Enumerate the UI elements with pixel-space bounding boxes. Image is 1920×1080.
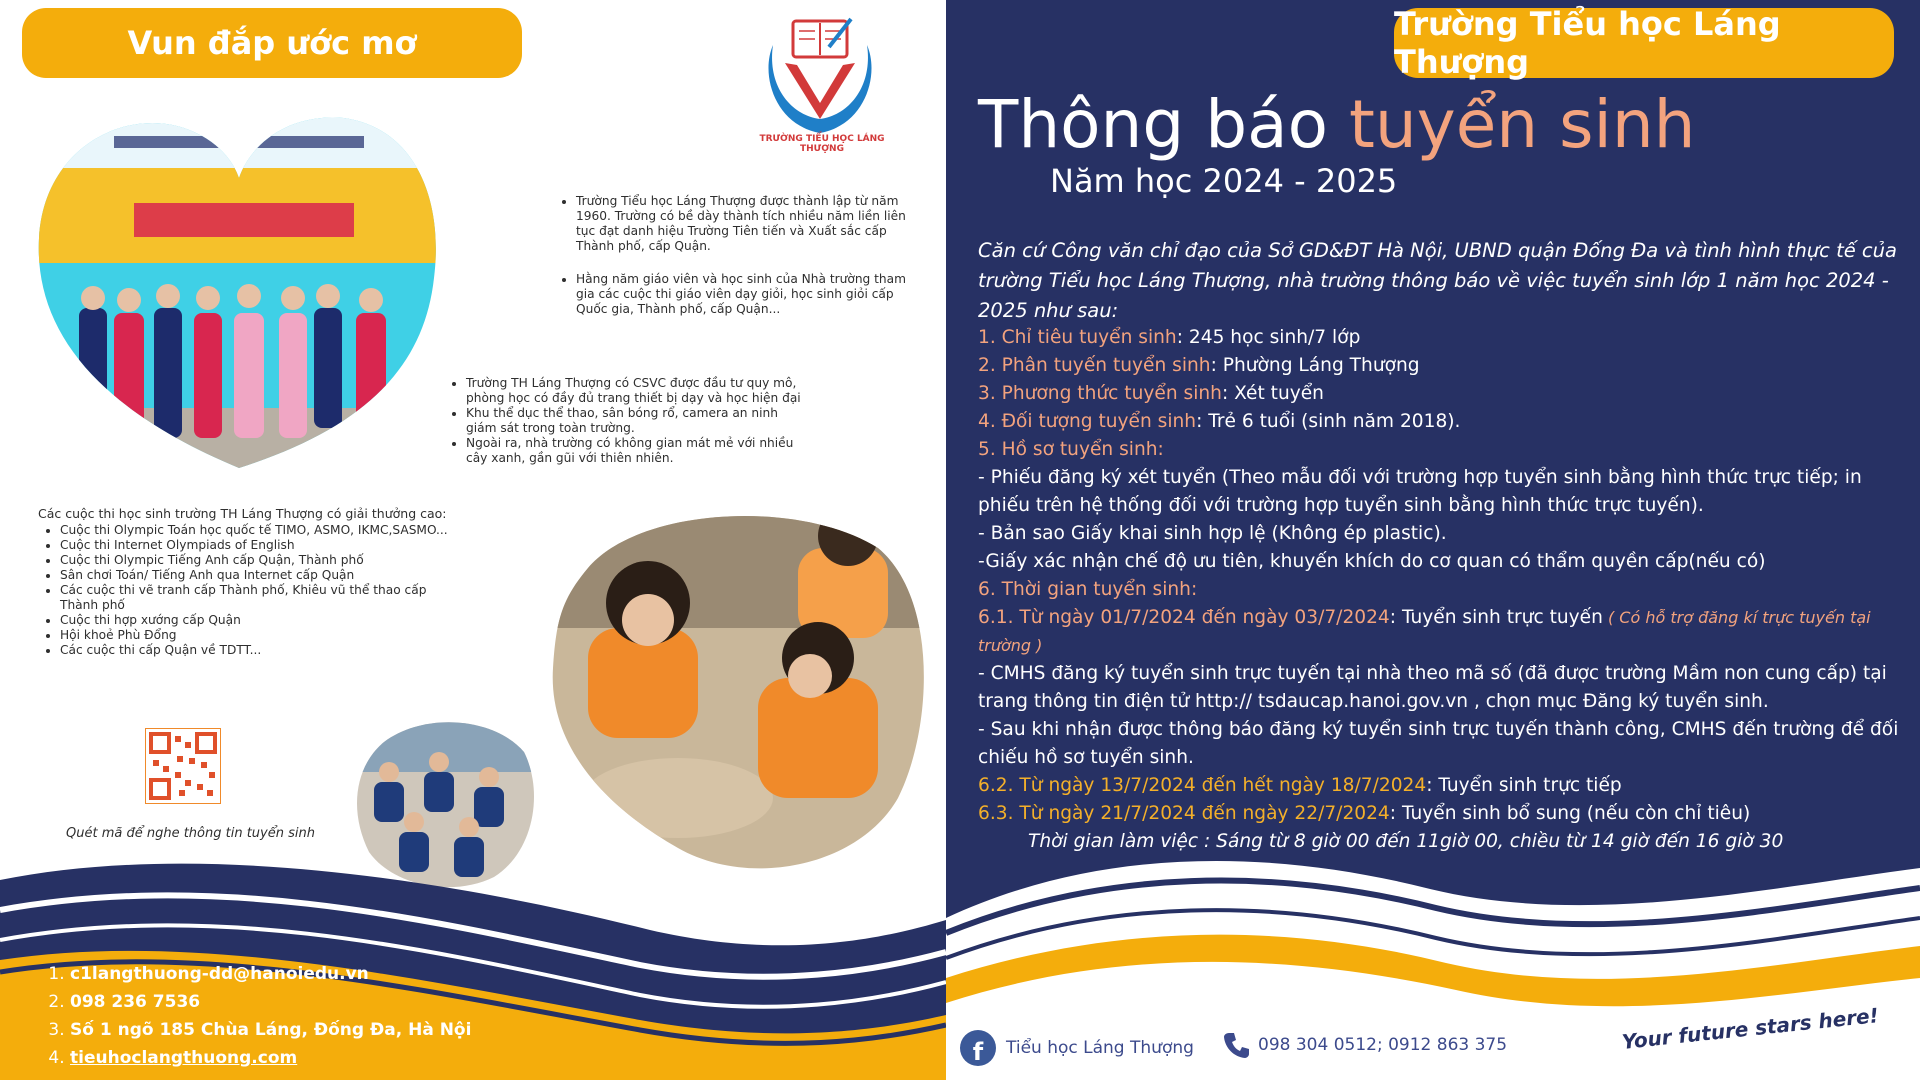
item-value: : 245 học sinh/7 lớp <box>1176 327 1361 348</box>
school-name-banner: Trường Tiểu học Láng Thượng <box>1394 8 1894 78</box>
item-schedule-heading <box>978 576 1908 604</box>
brochure-left-page <box>0 0 946 1080</box>
schedule-value: : Tuyển sinh trực tuyến <box>1389 607 1603 628</box>
teachers-group-photo <box>34 108 444 478</box>
item-label: 1. Chỉ tiêu tuyển sinh <box>978 327 1177 348</box>
about-school-list <box>558 194 906 335</box>
item-value: : Xét tuyển <box>1221 383 1324 404</box>
contests-heading: Các cuộc thi học sinh trường TH Láng Thượng có giải thưởng cao: <box>38 506 447 521</box>
contest-item: • Các cuộc thi cấp Quận về TDTT... <box>60 643 460 658</box>
schedule-value: : Tuyển sinh trực tiếp <box>1426 775 1622 796</box>
contact-address: 3. Số 1 ngõ 185 Chùa Láng, Đống Đa, Hà Nội <box>70 1016 471 1044</box>
item-target <box>978 408 1908 436</box>
schedule-dates: 6.3. Từ ngày 21/7/2024 đến ngày 22/7/2024 <box>978 803 1390 824</box>
item-label: 6. Thời gian tuyển sinh: <box>978 579 1198 600</box>
schedule-detail: - CMHS đăng ký tuyển sinh trực tuyến tại nhà theo mã số (đã được trường Mầm non cung cấp) tại trang thông tin điện tử http:// tsdaucap.hanoi.gov.vn , chọn mục Đăng ký tuyển sinh. <box>978 663 1887 712</box>
pottery-class-photo <box>548 508 928 878</box>
document-line: - Bản sao Giấy khai sinh hợp lệ (Không ép plastic). <box>978 523 1447 544</box>
phone-contact <box>1222 1030 1507 1060</box>
item-method <box>978 380 1908 408</box>
contest-item: • Cuộc thi Olympic Tiếng Anh cấp Quận, Thành phố <box>60 553 460 568</box>
title-part-highlight: tuyển sinh <box>1348 86 1696 163</box>
tagline-banner: Vun đắp ước mơ <box>22 8 522 78</box>
facebook-icon: f <box>960 1030 996 1066</box>
document-line: -Giấy xác nhận chế độ ưu tiên, khuyến khích do cơ quan có thẩm quyền cấp(nếu có) <box>978 551 1766 572</box>
slogan: Your future stars here! <box>1620 1003 1880 1054</box>
facility-item: • Khu thể dục thể thao, sân bóng rổ, camera an ninh giám sát trong toàn trường. <box>466 406 806 436</box>
contact-phone: 2. 098 236 7536 <box>70 988 471 1016</box>
school-logo <box>755 15 885 150</box>
item-quota <box>978 324 1908 352</box>
contact-email[interactable]: 1. c1langthuong-dd@hanoiedu.vn <box>70 960 471 988</box>
item-area <box>978 352 1908 380</box>
facilities-list <box>448 376 806 466</box>
item-documents-heading <box>978 436 1908 464</box>
item-label: 4. Đối tượng tuyển sinh <box>978 411 1197 432</box>
phone-icon <box>1222 1030 1252 1060</box>
item-label: 5. Hồ sơ tuyển sinh: <box>978 439 1164 460</box>
qr-caption: Quét mã để nghe thông tin tuyển sinh <box>66 826 315 841</box>
facility-item: • Ngoài ra, nhà trường có không gian mát mẻ với nhiều cây xanh, gần gũi với thiên nhiên. <box>466 436 806 466</box>
contest-item: • Hội khoẻ Phù Đổng <box>60 628 460 643</box>
item-label: 3. Phương thức tuyển sinh <box>978 383 1222 404</box>
contact-website-link[interactable]: 4. tieuhoclangthuong.com <box>70 1044 471 1072</box>
facility-item: • Trường TH Láng Thượng có CSVC được đầu tư quy mô, phòng học có đầy đủ trang thiết bị dạy và học hiện đại <box>466 376 806 406</box>
working-hours: Thời gian làm việc : Sáng từ 8 giờ 00 đến 11giờ 00, chiều từ 14 giờ đến 16 giờ 30 <box>1028 831 1784 852</box>
schedule-detail: - Sau khi nhận được thông báo đăng ký tuyển sinh trực tuyến thành công, CMHS đến trường để đối chiếu hồ sơ tuyển sinh. <box>978 719 1899 768</box>
item-value: : Trẻ 6 tuổi (sinh năm 2018). <box>1196 411 1461 432</box>
schedule-extra <box>978 800 1908 828</box>
announcement-title <box>978 86 1696 163</box>
school-logo-caption: TRƯỜNG TIỂU HỌC LÁNG THƯỢNG <box>759 134 885 154</box>
schedule-value: : Tuyển sinh bổ sung (nếu còn chỉ tiêu) <box>1389 803 1751 824</box>
about-item: • Hằng năm giáo viên và học sinh của Nhà trường tham gia các cuộc thi giáo viên dạy giỏi, học sinh giỏi cấp Quốc gia, Thành phố, cấp Quận... <box>576 272 906 317</box>
contest-item: • Cuộc thi hợp xướng cấp Quận <box>60 613 460 628</box>
item-label: 2. Phân tuyến tuyển sinh <box>978 355 1211 376</box>
school-year: Năm học 2024 - 2025 <box>1050 162 1398 200</box>
contest-item: • Sân chơi Toán/ Tiếng Anh qua Internet cấp Quận <box>60 568 460 583</box>
contest-item: • Cuộc thi Olympic Toán học quốc tế TIMO, ASMO, IKMC,SASMO... <box>60 523 460 538</box>
contest-item: • Các cuộc thi vẽ tranh cấp Thành phố, Khiêu vũ thể thao cấp Thành phố <box>60 583 460 613</box>
admission-details <box>978 324 1908 856</box>
contests-list <box>42 523 460 658</box>
document-line: - Phiếu đăng ký xét tuyển (Theo mẫu đối với trường hợp tuyển sinh bằng hình thức trực tiếp; in phiếu trên hệ thống đối với trường hợp tuyển sinh bằng hình thức trực tuyến). <box>978 467 1862 516</box>
facebook-link[interactable] <box>960 1030 1194 1066</box>
schedule-dates: 6.2. Từ ngày 13/7/2024 đến hết ngày 18/7/2024 <box>978 775 1427 796</box>
facebook-label: Tiểu học Láng Thượng <box>1006 1038 1194 1058</box>
announcement-intro: Căn cứ Công văn chỉ đạo của Sở GD&ĐT Hà Nội, UBND quận Đống Đa và tình hình thực tế của trường Tiểu học Láng Thượng, nhà trường thông báo về việc tuyển sinh lớp 1 năm học 2024 - 2025 như sau: <box>978 239 1897 322</box>
schedule-dates: 6.1. Từ ngày 01/7/2024 đến ngày 03/7/2024 <box>978 607 1390 628</box>
schedule-online <box>978 604 1908 660</box>
qr-code-icon <box>145 728 221 804</box>
contact-list <box>52 960 471 1072</box>
schedule-direct <box>978 772 1908 800</box>
brochure-right-page <box>946 0 1920 1080</box>
schedule-note: ( Có hỗ trợ đăng kí trực tuyến tại trường ) <box>978 608 1871 655</box>
phone-numbers: 098 304 0512; 0912 863 375 <box>1258 1035 1508 1055</box>
contest-item: • Cuộc thi Internet Olympiads of English <box>60 538 460 553</box>
title-part-white: Thông báo <box>978 86 1349 163</box>
about-item: • Trường Tiểu học Láng Thượng được thành lập từ năm 1960. Trường có bề dày thành tích nhiều năm liền liên tục đạt danh hiệu Trường Tiên tiến và Xuất sắc cấp Thành phố, cấp Quận. <box>576 194 906 254</box>
item-value: : Phường Láng Thượng <box>1210 355 1420 376</box>
